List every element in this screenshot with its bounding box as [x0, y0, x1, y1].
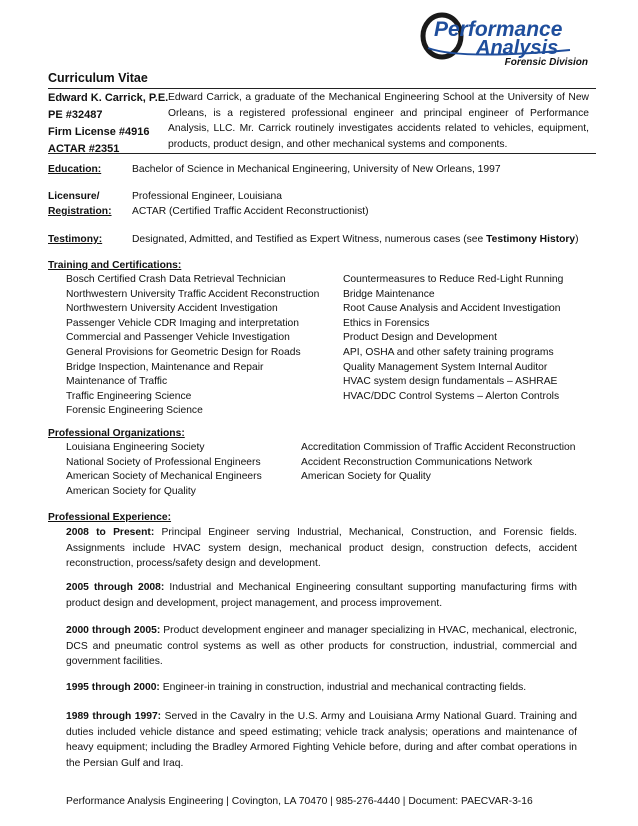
- list-item: API, OSHA and other safety training programs: [343, 346, 554, 358]
- list-item: Passenger Vehicle CDR Imaging and interpretation: [66, 317, 299, 329]
- list-item: General Provisions for Geometric Design for Roads: [66, 346, 301, 358]
- list-item: American Society for Quality: [301, 471, 431, 483]
- training-list-right: [343, 273, 563, 404]
- registration-value: ACTAR (Certified Traffic Accident Reconstructionist): [132, 206, 369, 217]
- testimony-value: Designated, Admitted, and Testified as Expert Witness, numerous cases (see Testimony History): [132, 234, 579, 245]
- licensure-row: [48, 189, 282, 204]
- list-item: Product Design and Development: [343, 332, 497, 344]
- experience-heading: Professional Experience:: [48, 512, 172, 523]
- pe-line: PE #32487: [48, 109, 103, 121]
- list-item: Forensic Engineering Science: [66, 405, 203, 417]
- list-item: Bosch Certified Crash Data Retrieval Technician: [66, 274, 286, 285]
- training-list-left: [66, 273, 319, 419]
- education-row: [48, 162, 501, 177]
- organizations-heading: Professional Organizations:: [48, 428, 185, 439]
- list-item: National Society of Professional Engineers: [66, 456, 261, 468]
- list-item: Accreditation Commission of Traffic Accident Reconstruction: [301, 442, 576, 453]
- logo-line2: Analysis: [476, 37, 559, 59]
- list-item: American Society for Quality: [66, 485, 196, 497]
- name-line: Edward K. Carrick, P.E.: [48, 92, 169, 104]
- list-item: Northwestern University Traffic Accident Reconstruction: [66, 288, 320, 300]
- list-item: Traffic Engineering Science: [66, 390, 192, 402]
- registration-row: [48, 204, 369, 219]
- testimony-label: Testimony:: [48, 234, 103, 245]
- cv-title: Curriculum Vitae: [48, 71, 148, 85]
- list-item: American Society of Mechanical Engineers: [66, 471, 262, 483]
- licensure-label: Licensure/: [48, 191, 100, 202]
- list-item: Quality Management System Internal Auditor: [343, 361, 548, 373]
- education-label: Education:: [48, 164, 102, 175]
- training-heading: Training and Certifications:: [48, 260, 182, 271]
- list-item: Louisiana Engineering Society: [66, 442, 205, 453]
- divider: [48, 153, 596, 154]
- testimony-history-link: Testimony History: [486, 234, 576, 245]
- actar-line: ACTAR #2351: [48, 143, 120, 155]
- experience-period: 1989 through 1997:: [66, 711, 162, 722]
- experience-period: 2008 to Present:: [66, 527, 155, 538]
- list-item: Commercial and Passenger Vehicle Investigation: [66, 332, 290, 344]
- list-item: Accident Reconstruction Communications Network: [301, 456, 533, 468]
- divider: [48, 88, 596, 89]
- page-footer: Performance Analysis Engineering | Covington, LA 70470 | 985-276-4440 | Document: PAECVAR-3-16: [66, 796, 533, 807]
- experience-entry: 1989 through 1997: Served in the Cavalry in the U.S. Army and Louisiana Army National Guard. Training and duties included vehicle distance and speed estimating; vehicle track analysis; operations and maintenance of heavy equipment; including the Bradley Armored Fighting Vehicle before, during and after combat operations in the Persian Gulf and Iraq.: [66, 711, 577, 769]
- organizations-list-left: [66, 441, 262, 499]
- logo-line1: Performance: [434, 18, 563, 41]
- experience-entry: 1995 through 2000: Engineer-in training in construction, industrial and mechanical contracting fields.: [66, 682, 527, 693]
- experience-entry: 2000 through 2005: Product development engineer and manager specializing in HVAC, mechanical, electronic, DCS and pneumatic control systems as well as other products for construction, industrial, commercial and government facilities.: [66, 625, 577, 668]
- experience-period: 2000 through 2005:: [66, 625, 161, 636]
- list-item: Maintenance of Traffic: [66, 376, 168, 388]
- list-item: HVAC system design fundamentals – ASHRAE: [343, 376, 558, 388]
- performance-analysis-logo: [420, 10, 595, 62]
- list-item: HVAC/DDC Control Systems – Alerton Controls: [343, 390, 560, 402]
- organizations-list-right: [301, 441, 576, 485]
- summary-paragraph: Edward Carrick, a graduate of the Mechanical Engineering School at the University of New Orleans, is a registered professional engineer and principal engineer of Performance Analysis, LLC. Mr. Carrick routinely investigates accidents related to vehicles, equipment, products, product design, and other mechanical systems and components.: [168, 92, 589, 150]
- list-item: Bridge Inspection, Maintenance and Repair: [66, 361, 264, 373]
- registration-label: Registration:: [48, 206, 112, 217]
- experience-period: 2005 through 2008:: [66, 582, 165, 593]
- experience-period: 1995 through 2000:: [66, 682, 160, 693]
- experience-entry: 2005 through 2008: Industrial and Mechanical Engineering consultant supporting manufacturing firms with product design and development, project management, and process improvement.: [66, 582, 577, 609]
- testimony-row: [48, 232, 579, 247]
- licensure-value: Professional Engineer, Louisiana: [132, 191, 282, 202]
- list-item: Ethics in Forensics: [343, 317, 430, 329]
- list-item: Countermeasures to Reduce Red-Light Running: [343, 274, 564, 285]
- division-label: Forensic Division: [504, 57, 588, 68]
- list-item: Northwestern University Accident Investigation: [66, 303, 278, 315]
- firm-license-line: Firm License #4916: [48, 126, 150, 138]
- education-value: Bachelor of Science in Mechanical Engineering, University of New Orleans, 1997: [132, 164, 501, 175]
- experience-entry: 2008 to Present: Principal Engineer serving Industrial, Mechanical, Construction, and Forensic fields. Assignments include HVAC system design, mechanical product design, construction defects, accident reconstruction, process/safety design and development.: [66, 527, 577, 570]
- credentials-block: [48, 90, 168, 158]
- list-item: Root Cause Analysis and Accident Investigation: [343, 303, 561, 315]
- list-item: Bridge Maintenance: [343, 288, 435, 300]
